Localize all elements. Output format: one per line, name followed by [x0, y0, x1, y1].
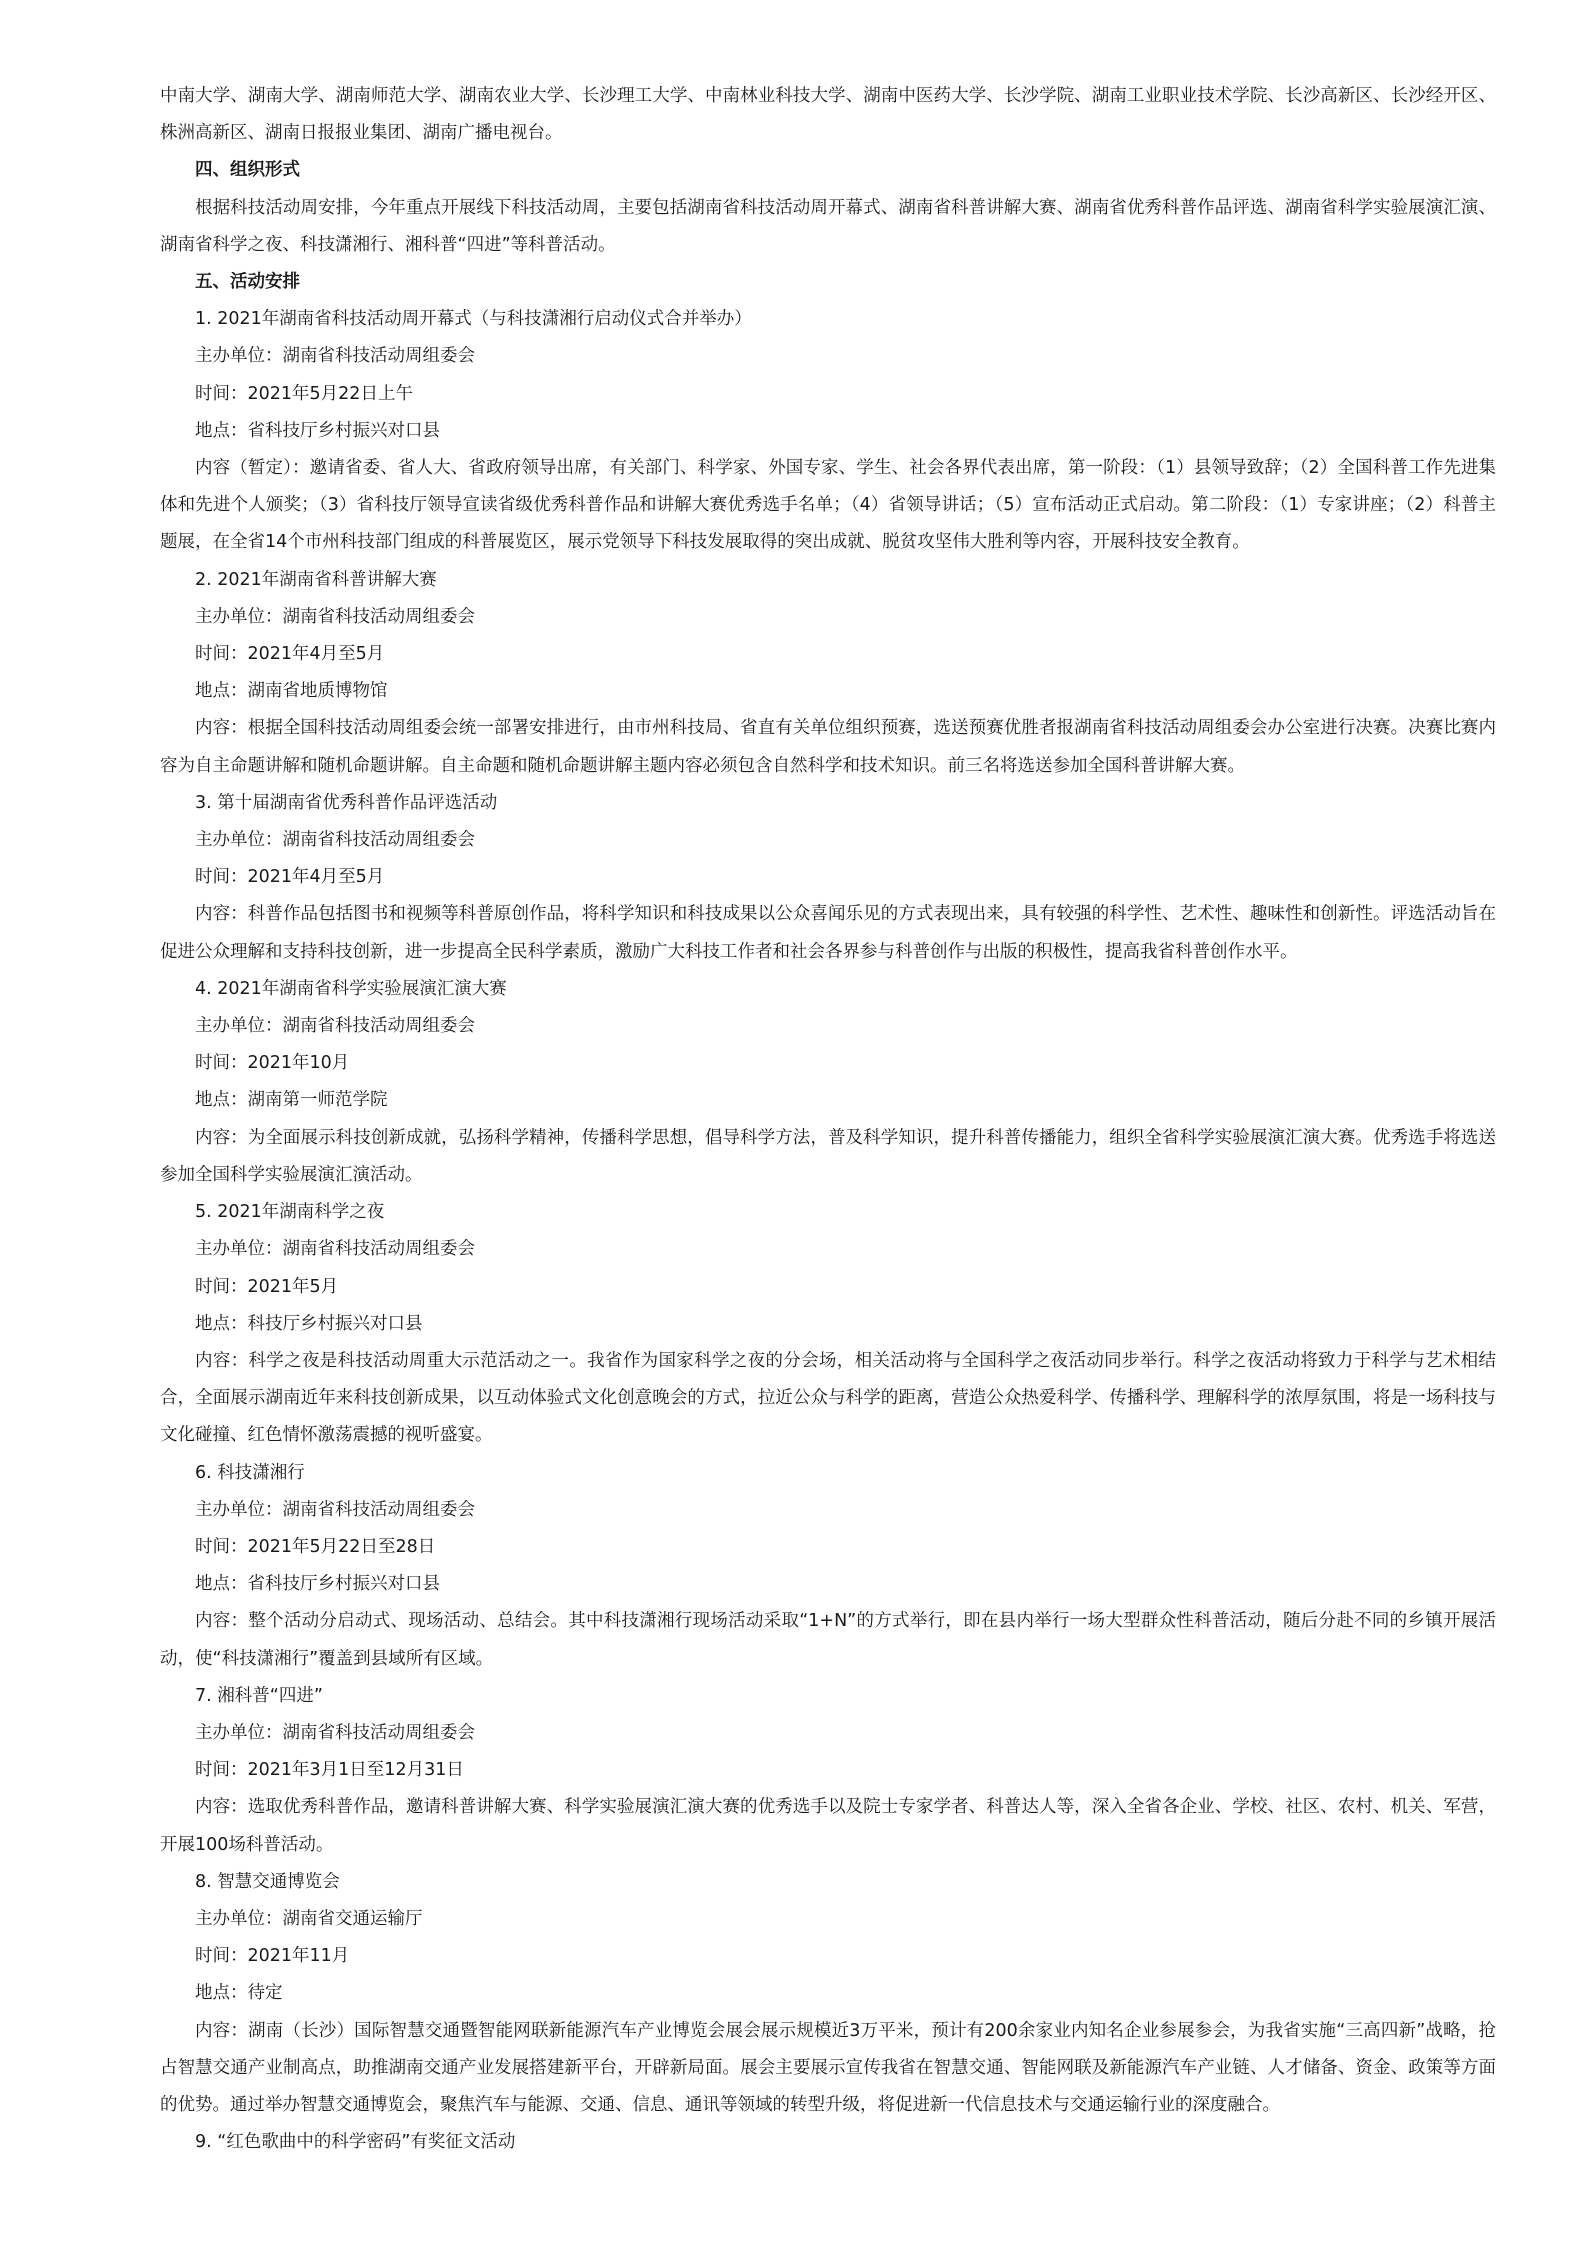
event-content: 内容：湖南（长沙）国际智慧交通暨智能网联新能源汽车产业博览会展会展示规模近3万平米，预计有200余家业内知名企业参展参会，为我省实施“三高四新”战略，抢占智慧交通产业制高点，助推湖南交通产业发展搭建新平台，开辟新局面。展会主要展示宣传我省在智慧交通、智能网联及新能源汽车产业链、人才储备、资金、政策等方面的优势。通过举办智慧交通博览会，聚焦汽车与能源、交通、信息、通讯等领域的转型升级，将促进新一代信息技术与交通运输行业的深度融合。: [160, 2020, 1496, 2115]
event-title: 8. 智慧交通博览会: [195, 1871, 340, 1892]
event-block: [160, 785, 1496, 971]
event-time: 时间：2021年11月: [195, 1946, 350, 1967]
event-location: 地点：待定: [195, 1983, 283, 2004]
event-time: 时间：2021年5月22日至28日: [195, 1536, 436, 1557]
event-organizer: 主办单位：湖南省科技活动周组委会: [195, 1016, 475, 1037]
event-organizer: 主办单位：湖南省科技活动周组委会: [195, 346, 475, 367]
event-block: [160, 562, 1496, 785]
event-block: [160, 1678, 1496, 1864]
event-location: 地点：省科技厅乡村振兴对口县: [195, 420, 440, 441]
event-title: 5. 2021年湖南科学之夜: [195, 1202, 385, 1223]
event-title: 2. 2021年湖南省科普讲解大赛: [195, 569, 437, 590]
event-time: 时间：2021年4月至5月: [195, 644, 385, 665]
event-title: 7. 湘科普“四进”: [195, 1685, 323, 1706]
intro-paragraph: 中南大学、湖南大学、湖南师范大学、湖南农业大学、长沙理工大学、中南林业科技大学、湖南中医药大学、长沙学院、湖南工业职业技术学院、长沙高新区、长沙经开区、株洲高新区、湖南日报报业集团、湖南广播电视台。: [160, 86, 1496, 144]
event-content: 内容：整个活动分启动式、现场活动、总结会。其中科技潇湘行现场活动采取“1+N”的方式举行，即在县内举行一场大型群众性科普活动，随后分赴不同的乡镇开展活动，使“科技潇湘行”覆盖到县域所有区域。: [160, 1611, 1496, 1669]
section-organization-text: 根据科技活动周安排，今年重点开展线下科技活动周，主要包括湖南省科技活动周开幕式、湖南省科普讲解大赛、湖南省优秀科普作品评选、湖南省科学实验展演汇演、湖南省科学之夜、科技潇湘行、湘科普“四进”等科普活动。: [160, 197, 1496, 255]
section-heading-schedule: 五、活动安排: [195, 272, 300, 293]
event-block: [160, 1194, 1496, 1454]
event-title: 3. 第十届湖南省优秀科普作品评选活动: [195, 792, 498, 813]
event-content: 内容：为全面展示科技创新成就，弘扬科学精神，传播科学思想，倡导科学方法，普及科学知识，提升科普传播能力，组织全省科学实验展演汇演大赛。优秀选手将选送参加全国科学实验展演汇演活动。: [160, 1127, 1496, 1185]
event-block: [160, 301, 1496, 561]
event-organizer: 主办单位：湖南省科技活动周组委会: [195, 830, 475, 851]
document-page: [160, 78, 1496, 2161]
event-time: 时间：2021年5月22日上午: [195, 383, 413, 404]
event-organizer: 主办单位：湖南省科技活动周组委会: [195, 1499, 475, 1520]
event-location: 地点：湖南省地质博物馆: [195, 681, 388, 702]
event-block: [160, 1864, 1496, 2124]
event-time: 时间：2021年4月至5月: [195, 867, 385, 888]
event-content: 内容：根据全国科技活动周组委会统一部署安排进行，由市州科技局、省直有关单位组织预赛，选送预赛优胜者报湖南省科技活动周组委会办公室进行决赛。决赛比赛内容为自主命题讲解和随机命题讲解。自主命题和随机命题讲解主题内容必须包含自然科学和技术知识。前三名将选送参加全国科普讲解大赛。: [160, 718, 1496, 776]
event-content: 内容：科普作品包括图书和视频等科普原创作品，将科学知识和科技成果以公众喜闻乐见的方式表现出来，具有较强的科学性、艺术性、趣味性和创新性。评选活动旨在促进公众理解和支持科技创新，进一步提高全民科学素质，激励广大科技工作者和社会各界参与科普创作与出版的积极性，提高我省科普创作水平。: [160, 904, 1496, 962]
event-time: 时间：2021年10月: [195, 1053, 350, 1074]
event-content: 内容：选取优秀科普作品，邀请科普讲解大赛、科学实验展演汇演大赛的优秀选手以及院士专家学者、科普达人等，深入全省各企业、学校、社区、农村、机关、军营，开展100场科普活动。: [160, 1797, 1496, 1855]
event-location: 地点：湖南第一师范学院: [195, 1090, 388, 1111]
event-title-trailing: 9. “红色歌曲中的科学密码”有奖征文活动: [195, 2132, 516, 2153]
event-organizer: 主办单位：湖南省科技活动周组委会: [195, 1239, 475, 1260]
event-block: [160, 971, 1496, 1194]
event-time: 时间：2021年5月: [195, 1276, 339, 1297]
event-title: 6. 科技潇湘行: [195, 1462, 305, 1483]
event-location: 地点：科技厅乡村振兴对口县: [195, 1313, 423, 1334]
event-time: 时间：2021年3月1日至12月31日: [195, 1760, 464, 1781]
event-content: 内容（暂定）：邀请省委、省人大、省政府领导出席，有关部门、科学家、外国专家、学生、社会各界代表出席，第一阶段：（1）县领导致辞；（2）全国科普工作先进集体和先进个人颁奖；（3）省科技厅领导宣读省级优秀科普作品和讲解大赛优秀选手名单；（4）省领导讲话；（5）宣布活动正式启动。第二阶段：（1）专家讲座；（2）科普主题展，在全省14个市州科技部门组成的科普展览区，展示党领导下科技发展取得的突出成就、脱贫攻坚伟大胜利等内容，开展科技安全教育。: [160, 458, 1496, 553]
event-title: 1. 2021年湖南省科技活动周开幕式（与科技潇湘行启动仪式合并举办）: [195, 309, 752, 330]
event-organizer: 主办单位：湖南省交通运输厅: [195, 1908, 423, 1929]
event-content: 内容：科学之夜是科技活动周重大示范活动之一。我省作为国家科学之夜的分会场，相关活动将与全国科学之夜活动同步举行。科学之夜活动将致力于科学与艺术相结合，全面展示湖南近年来科技创新成果，以互动体验式文化创意晚会的方式，拉近公众与科学的距离，营造公众热爱科学、传播科学、理解科学的浓厚氛围，将是一场科技与文化碰撞、红色情怀激荡震撼的视听盛宴。: [160, 1350, 1496, 1446]
event-organizer: 主办单位：湖南省科技活动周组委会: [195, 1722, 475, 1743]
event-block: [160, 1455, 1496, 1678]
event-title: 4. 2021年湖南省科学实验展演汇演大赛: [195, 978, 507, 999]
event-organizer: 主办单位：湖南省科技活动周组委会: [195, 606, 475, 627]
event-location: 地点：省科技厅乡村振兴对口县: [195, 1574, 440, 1595]
section-heading-organization: 四、组织形式: [195, 160, 300, 181]
